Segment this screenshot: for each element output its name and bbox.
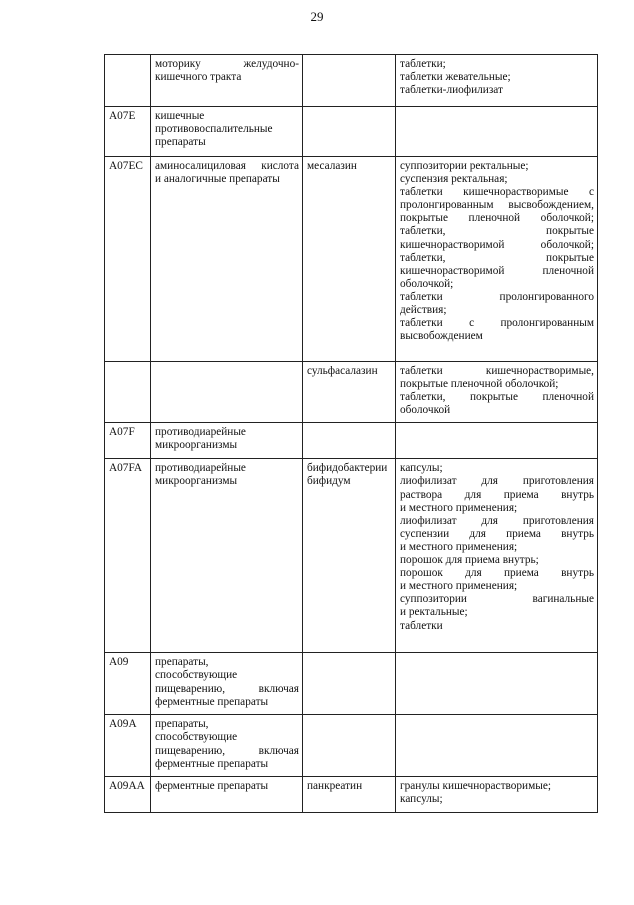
group-name-line: и аналогичные препараты: [155, 173, 280, 186]
substance-cell: [303, 653, 396, 715]
dosage-form-line: и местного применения;: [400, 501, 518, 514]
atc-code-cell: [105, 715, 151, 777]
dosage-form-line: капсулы;: [400, 793, 443, 806]
atc-code: A07E: [109, 110, 136, 122]
dosage-forms-cell: [396, 362, 598, 423]
atc-code: A09: [109, 656, 129, 669]
drug-table: [104, 54, 598, 813]
group-name-line: пищеварению, включая: [155, 744, 299, 757]
dosage-form-line: суспензии для приема внутрь: [400, 527, 594, 540]
atc-code-cell: [105, 653, 151, 715]
table-row: [105, 423, 598, 459]
table-row: [105, 157, 598, 362]
table-row: [105, 459, 598, 653]
group-name-line: пищеварению, включая: [155, 682, 299, 695]
group-name-cell: [151, 55, 303, 107]
dosage-form-line: раствора для приема внутрь: [400, 488, 594, 501]
group-name-line: препараты,: [155, 718, 209, 731]
dosage-form-line: пролонгированным высвобождением,: [400, 199, 594, 212]
atc-code-cell: [105, 157, 151, 362]
dosage-form-line: таблетки жевательные;: [400, 71, 511, 84]
dosage-form-line: лиофилизат для приготовления: [400, 475, 594, 488]
substance-cell: [303, 55, 396, 107]
group-name-line: противовоспалительные: [155, 123, 273, 136]
group-name-cell: [151, 715, 303, 777]
table-row: [105, 777, 598, 812]
substance-line: бифидобактерии: [307, 462, 388, 475]
dosage-forms-cell: [396, 423, 598, 459]
dosage-form-line: таблетки, покрытые пленочной: [400, 391, 594, 404]
dosage-form-line: покрытые пленочной оболочкой;: [400, 212, 594, 225]
atc-code-cell: [105, 55, 151, 107]
dosage-form-line: таблетки кишечнорастворимые,: [400, 365, 594, 377]
dosage-form-line: кишечнорастворимой оболочкой;: [400, 238, 594, 251]
group-name-line: способствующие: [155, 731, 238, 744]
substance-line: месалазин: [307, 160, 357, 172]
dosage-forms-cell: [396, 777, 598, 812]
dosage-form-line: кишечнорастворимой пленочной: [400, 264, 594, 277]
substance-cell: [303, 107, 396, 157]
substance-cell: [303, 157, 396, 362]
substance-cell: [303, 423, 396, 459]
group-name-line: аминосалициловая кислота: [155, 160, 299, 172]
group-name-line: ферментные препараты: [155, 757, 269, 770]
dosage-form-line: действия;: [400, 304, 447, 317]
substance-line: панкреатин: [307, 780, 363, 793]
group-name-line: кишечного тракта: [155, 71, 242, 84]
dosage-forms-cell: [396, 157, 598, 362]
dosage-form-line: оболочкой: [400, 404, 451, 417]
dosage-form-line: высвобождением: [400, 330, 483, 343]
dosage-form-line: гранулы кишечнорастворимые;: [400, 780, 551, 793]
table-row: [105, 107, 598, 157]
group-name-line: способствующие: [155, 669, 238, 682]
dosage-forms-cell: [396, 715, 598, 777]
substance-cell: [303, 777, 396, 812]
dosage-form-line: таблетки кишечнорастворимые с: [400, 186, 594, 199]
drug-table-body: [105, 55, 598, 813]
group-name-line: микроорганизмы: [155, 439, 238, 452]
dosage-form-line: покрытые пленочной оболочкой;: [400, 378, 559, 391]
dosage-form-line: таблетки с пролонгированным: [400, 317, 594, 330]
atc-code-cell: [105, 459, 151, 653]
dosage-form-line: суппозитории ректальные;: [400, 160, 529, 172]
substance-cell: [303, 459, 396, 653]
dosage-form-line: таблетки, покрытые: [400, 251, 594, 264]
dosage-forms-cell: [396, 107, 598, 157]
substance-cell: [303, 362, 396, 423]
page-number: 29: [310, 9, 324, 24]
group-name-line: ферментные препараты: [155, 780, 269, 793]
group-name-cell: [151, 459, 303, 653]
group-name-line: препараты,: [155, 656, 209, 669]
dosage-form-line: порошок для приема внутрь: [400, 567, 594, 580]
table-row: [105, 715, 598, 777]
group-name-cell: [151, 107, 303, 157]
table-row: [105, 55, 598, 107]
atc-code-cell: [105, 423, 151, 459]
dosage-form-line: таблетки: [400, 619, 443, 632]
atc-code-cell: [105, 777, 151, 812]
dosage-forms-cell: [396, 55, 598, 107]
group-name-line: противодиарейные: [155, 426, 246, 439]
dosage-forms-cell: [396, 653, 598, 715]
substance-line: сульфасалазин: [307, 365, 378, 377]
dosage-form-line: лиофилизат для приготовления: [400, 514, 594, 527]
group-name-line: микроорганизмы: [155, 475, 238, 488]
group-name-line: противодиарейные: [155, 462, 246, 475]
group-name-line: кишечные: [155, 110, 205, 122]
substance-line: бифидум: [307, 475, 351, 488]
group-name-cell: [151, 157, 303, 362]
table-row: [105, 653, 598, 715]
atc-code: A07EC: [109, 160, 143, 172]
group-name-cell: [151, 362, 303, 423]
dosage-form-line: таблетки;: [400, 58, 446, 70]
dosage-form-line: и местного применения;: [400, 580, 518, 593]
atc-code-cell: [105, 362, 151, 423]
atc-code: A07FA: [109, 462, 143, 475]
dosage-form-line: и местного применения;: [400, 540, 518, 553]
dosage-form-line: таблетки-лиофилизат: [400, 84, 503, 97]
dosage-form-line: капсулы;: [400, 462, 443, 475]
atc-code-cell: [105, 107, 151, 157]
dosage-form-line: порошок для приема внутрь;: [400, 554, 539, 567]
dosage-form-line: суппозитории вагинальные: [400, 593, 594, 606]
group-name-cell: [151, 653, 303, 715]
dosage-form-line: таблетки пролонгированного: [400, 290, 594, 303]
atc-code: A07F: [109, 426, 135, 439]
group-name-line: моторику желудочно-: [155, 58, 299, 70]
atc-code: A09A: [109, 718, 137, 731]
group-name-cell: [151, 777, 303, 812]
substance-cell: [303, 715, 396, 777]
dosage-form-line: оболочкой;: [400, 277, 454, 290]
dosage-forms-cell: [396, 459, 598, 653]
group-name-line: ферментные препараты: [155, 695, 269, 708]
dosage-form-line: таблетки, покрытые: [400, 225, 594, 238]
atc-code: A09AA: [109, 780, 145, 793]
table-row: [105, 362, 598, 423]
dosage-form-line: и ректальные;: [400, 606, 468, 619]
dosage-form-line: суспензия ректальная;: [400, 173, 508, 186]
group-name-cell: [151, 423, 303, 459]
group-name-line: препараты: [155, 136, 206, 149]
